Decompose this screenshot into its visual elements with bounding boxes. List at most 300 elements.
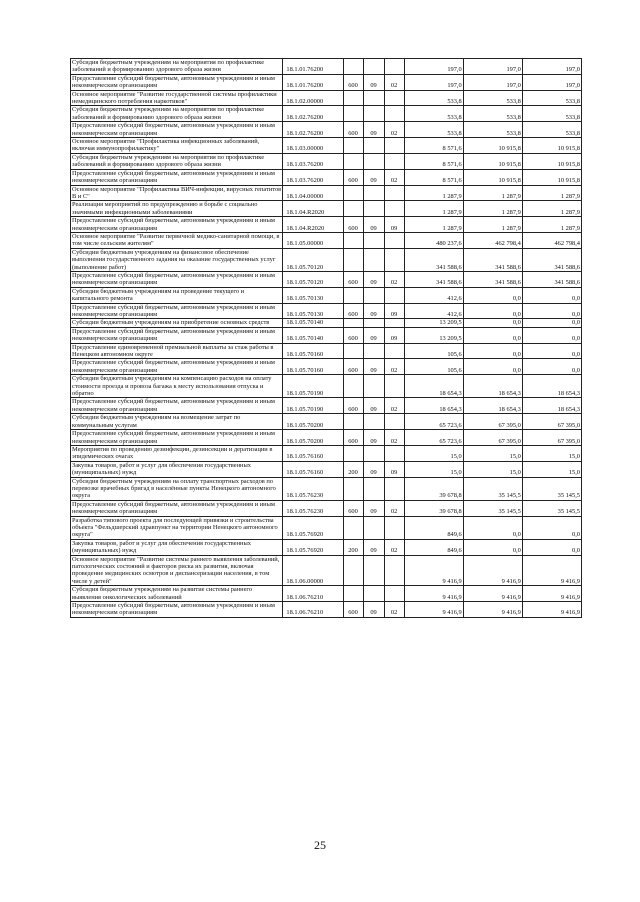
row-value-3: 1 287,9 <box>522 201 581 217</box>
row-rz: 09 <box>363 430 384 446</box>
row-value-2: 533,8 <box>463 106 522 122</box>
row-vr <box>343 106 363 122</box>
row-rz <box>363 516 384 539</box>
row-pr <box>384 319 404 327</box>
row-name: Предоставление субсидий бюджетным, автономным учреждениям и иным некоммерческим организациям <box>71 359 283 375</box>
row-value-3: 533,8 <box>522 122 581 138</box>
row-rz <box>363 138 384 154</box>
row-value-3: 10 915,8 <box>522 169 581 185</box>
row-rz <box>363 248 384 271</box>
row-vr <box>343 555 363 586</box>
row-value-2: 9 416,9 <box>463 555 522 586</box>
row-vr <box>343 138 363 154</box>
row-pr: 09 <box>384 217 404 233</box>
row-value-1: 849,6 <box>404 516 463 539</box>
row-code: 18.1.06.00000 <box>283 555 343 586</box>
table-row <box>71 271 582 287</box>
row-vr <box>343 414 363 430</box>
row-code: 18.1.06.76210 <box>283 586 343 602</box>
row-rz: 09 <box>363 217 384 233</box>
table-row <box>71 602 582 618</box>
row-value-2: 9 416,9 <box>463 586 522 602</box>
row-pr: 02 <box>384 539 404 555</box>
row-rz: 09 <box>363 602 384 618</box>
row-value-2: 1 287,9 <box>463 201 522 217</box>
row-rz <box>363 319 384 327</box>
row-value-3: 0,0 <box>522 516 581 539</box>
row-rz: 09 <box>363 122 384 138</box>
row-value-1: 9 416,9 <box>404 555 463 586</box>
row-vr <box>343 445 363 461</box>
row-pr <box>384 375 404 398</box>
row-value-1: 197,0 <box>404 74 463 90</box>
table-row <box>71 586 582 602</box>
row-rz <box>363 106 384 122</box>
row-name: Реализация мероприятий по предупреждению и борьбе с социально значимыми инфекционными заболеваниями <box>71 201 283 217</box>
row-name: Субсидии бюджетным учреждениям на проведение текущего и капитального ремонта <box>71 287 283 303</box>
row-name: Закупка товаров, работ и услуг для обеспечения государственных (муниципальных) нужд <box>71 539 283 555</box>
row-value-1: 8 571,6 <box>404 153 463 169</box>
row-value-3: 197,0 <box>522 74 581 90</box>
row-value-3: 35 145,5 <box>522 477 581 500</box>
row-vr <box>343 185 363 201</box>
row-value-2: 533,8 <box>463 122 522 138</box>
row-pr: 02 <box>384 122 404 138</box>
row-vr <box>343 319 363 327</box>
row-value-1: 9 416,9 <box>404 602 463 618</box>
row-value-3: 197,0 <box>522 59 581 75</box>
row-rz <box>363 343 384 359</box>
row-rz <box>363 153 384 169</box>
row-pr: 02 <box>384 359 404 375</box>
row-vr: 200 <box>343 461 363 477</box>
row-value-2: 67 395,0 <box>463 430 522 446</box>
row-rz: 09 <box>363 271 384 287</box>
row-pr <box>384 185 404 201</box>
table-row <box>71 516 582 539</box>
row-value-2: 15,0 <box>463 445 522 461</box>
table-row <box>71 59 582 75</box>
row-code: 18.1.05.70130 <box>283 287 343 303</box>
row-value-1: 39 678,8 <box>404 477 463 500</box>
row-pr: 02 <box>384 271 404 287</box>
row-name: Основное мероприятие "Профилактика инфекционных заболеваний, включая иммунопрофилактику" <box>71 138 283 154</box>
row-vr: 600 <box>343 74 363 90</box>
row-value-1: 533,8 <box>404 106 463 122</box>
row-value-1: 13 209,5 <box>404 327 463 343</box>
row-code: 18.1.02.76200 <box>283 106 343 122</box>
row-pr: 02 <box>384 602 404 618</box>
table-row <box>71 555 582 586</box>
row-value-1: 105,6 <box>404 343 463 359</box>
row-pr <box>384 477 404 500</box>
row-rz: 09 <box>363 359 384 375</box>
row-vr: 600 <box>343 122 363 138</box>
row-rz <box>363 555 384 586</box>
row-vr <box>343 248 363 271</box>
row-code: 18.1.04.00000 <box>283 185 343 201</box>
table-row <box>71 122 582 138</box>
row-value-3: 0,0 <box>522 539 581 555</box>
row-value-1: 480 237,6 <box>404 232 463 248</box>
row-name: Предоставление субсидий бюджетным, автономным учреждениям и иным некоммерческим организациям <box>71 327 283 343</box>
row-code: 18.1.05.70130 <box>283 303 343 319</box>
row-name: Субсидия бюджетным учреждениям на развитие системы раннего выявления онкологических заболеваний <box>71 586 283 602</box>
row-value-3: 10 915,8 <box>522 153 581 169</box>
row-value-1: 412,6 <box>404 303 463 319</box>
row-rz: 09 <box>363 303 384 319</box>
row-code: 18.1.01.76200 <box>283 74 343 90</box>
row-code: 18.1.03.00000 <box>283 138 343 154</box>
row-pr: 09 <box>384 327 404 343</box>
row-name: Предоставление субсидий бюджетным, автономным учреждениям и иным некоммерческим организациям <box>71 74 283 90</box>
row-pr: 09 <box>384 303 404 319</box>
row-name: Предоставление субсидий бюджетным, автономным учреждениям и иным некоммерческим организациям <box>71 169 283 185</box>
row-value-2: 0,0 <box>463 539 522 555</box>
row-vr <box>343 477 363 500</box>
row-vr <box>343 201 363 217</box>
row-vr <box>343 287 363 303</box>
row-value-3: 35 145,5 <box>522 500 581 516</box>
table-row <box>71 90 582 106</box>
table-row <box>71 106 582 122</box>
row-pr <box>384 138 404 154</box>
row-pr <box>384 555 404 586</box>
budget-table-sheet <box>70 58 582 618</box>
row-pr: 02 <box>384 74 404 90</box>
table-body <box>71 59 582 618</box>
row-value-3: 0,0 <box>522 319 581 327</box>
table-row <box>71 201 582 217</box>
row-value-1: 849,6 <box>404 539 463 555</box>
row-name: Предоставление единовременной премиальной выплаты за стаж работы в Ненецком автономном округе <box>71 343 283 359</box>
row-value-1: 9 416,9 <box>404 586 463 602</box>
row-rz: 09 <box>363 327 384 343</box>
row-vr <box>343 375 363 398</box>
row-rz <box>363 287 384 303</box>
row-vr: 600 <box>343 398 363 414</box>
table-row <box>71 445 582 461</box>
table-row <box>71 327 582 343</box>
row-vr <box>343 232 363 248</box>
row-value-3: 15,0 <box>522 445 581 461</box>
row-vr <box>343 59 363 75</box>
row-pr <box>384 445 404 461</box>
row-value-1: 65 723,6 <box>404 430 463 446</box>
row-name: Субсидии бюджетным учреждениям на компенсацию расходов на оплату стоимости проезда и провоза багажа к месту использования отпуска и обратно <box>71 375 283 398</box>
row-value-3: 9 416,9 <box>522 586 581 602</box>
row-vr: 600 <box>343 169 363 185</box>
row-name: Основное мероприятие "Развитие системы раннего выявления заболеваний, патологических состояний и факторов риска их развития, включая проведение медицинских осмотров и диспансеризации населения, в том числе у детей" <box>71 555 283 586</box>
row-vr: 600 <box>343 327 363 343</box>
row-value-3: 0,0 <box>522 343 581 359</box>
row-code: 18.1.05.76160 <box>283 445 343 461</box>
row-value-2: 0,0 <box>463 287 522 303</box>
table-row <box>71 169 582 185</box>
row-rz: 09 <box>363 539 384 555</box>
row-rz: 09 <box>363 500 384 516</box>
row-name: Субсидии бюджетным учреждениям на финансовое обеспечение выполнения государственного задания на оказание государственных услуг (выполнение работ) <box>71 248 283 271</box>
row-value-3: 9 416,9 <box>522 555 581 586</box>
table-row <box>71 153 582 169</box>
row-rz: 09 <box>363 461 384 477</box>
table-row <box>71 539 582 555</box>
row-value-1: 8 571,6 <box>404 169 463 185</box>
row-value-2: 0,0 <box>463 327 522 343</box>
row-name: Предоставление субсидий бюджетным, автономным учреждениям и иным некоммерческим организациям <box>71 122 283 138</box>
row-value-1: 341 588,6 <box>404 248 463 271</box>
row-name: Субсидии бюджетным учреждениям на приобретение основных средств <box>71 319 283 327</box>
row-name: Субсидии бюджетным учреждениям на возмещение затрат по коммунальным услугам <box>71 414 283 430</box>
row-name: Предоставление субсидий бюджетным, автономным учреждениям и иным некоммерческим организациям <box>71 303 283 319</box>
budget-table <box>70 58 582 618</box>
row-name: Субсидия бюджетным учреждениям на оплату транспортных расходов по перевозке врачебных бригад в населённые пункты Ненецкого автономного округа <box>71 477 283 500</box>
row-code: 18.1.05.70140 <box>283 319 343 327</box>
row-value-3: 533,8 <box>522 90 581 106</box>
row-name: Основное мероприятие "Развитие первичной медико-санитарной помощи, в том числе сельским жителям" <box>71 232 283 248</box>
row-code: 18.1.06.76210 <box>283 602 343 618</box>
row-rz <box>363 59 384 75</box>
row-rz <box>363 414 384 430</box>
row-pr <box>384 232 404 248</box>
row-value-3: 533,8 <box>522 106 581 122</box>
row-code: 18.1.03.76200 <box>283 153 343 169</box>
row-name: Предоставление субсидий бюджетным, автономным учреждениям и иным некоммерческим организациям <box>71 271 283 287</box>
table-row <box>71 500 582 516</box>
row-code: 18.1.05.00000 <box>283 232 343 248</box>
row-value-3: 67 395,0 <box>522 430 581 446</box>
row-value-1: 197,0 <box>404 59 463 75</box>
row-name: Основное мероприятие "Развитие государственной системы профилактики немедицинского потребления наркотиков" <box>71 90 283 106</box>
row-rz <box>363 232 384 248</box>
table-row <box>71 414 582 430</box>
row-rz <box>363 90 384 106</box>
table-row <box>71 248 582 271</box>
row-rz: 09 <box>363 74 384 90</box>
row-code: 18.1.05.70190 <box>283 398 343 414</box>
row-code: 18.1.05.76160 <box>283 461 343 477</box>
row-vr: 600 <box>343 271 363 287</box>
table-row <box>71 232 582 248</box>
row-value-2: 0,0 <box>463 319 522 327</box>
row-vr: 200 <box>343 539 363 555</box>
row-value-3: 0,0 <box>522 327 581 343</box>
row-value-1: 8 571,6 <box>404 138 463 154</box>
row-value-2: 35 145,5 <box>463 500 522 516</box>
row-pr <box>384 287 404 303</box>
row-code: 18.1.05.70200 <box>283 414 343 430</box>
row-vr <box>343 90 363 106</box>
row-value-1: 533,8 <box>404 122 463 138</box>
row-value-3: 341 588,6 <box>522 248 581 271</box>
row-pr: 02 <box>384 169 404 185</box>
table-row <box>71 303 582 319</box>
row-name: Основное мероприятие "Профилактика ВИЧ-инфекции, вирусных гепатитов В и С" <box>72 185 282 200</box>
row-rz <box>363 201 384 217</box>
row-pr: 02 <box>384 398 404 414</box>
row-value-1: 18 654,3 <box>404 398 463 414</box>
row-pr <box>384 90 404 106</box>
row-value-3: 0,0 <box>522 303 581 319</box>
row-value-3: 0,0 <box>522 359 581 375</box>
row-vr: 600 <box>343 500 363 516</box>
row-value-2: 0,0 <box>463 359 522 375</box>
row-code: 18.1.04.R2020 <box>283 201 343 217</box>
row-value-1: 1 287,9 <box>404 217 463 233</box>
row-name: Субсидия бюджетным учреждениям на мероприятия по профилактике заболеваний и формированию здорового образа жизни <box>71 59 283 75</box>
row-code: 18.1.05.76920 <box>283 539 343 555</box>
table-row <box>71 430 582 446</box>
row-value-2: 533,8 <box>463 90 522 106</box>
table-row <box>71 343 582 359</box>
row-code: 18.1.05.76230 <box>283 500 343 516</box>
row-value-3: 15,0 <box>522 461 581 477</box>
table-row <box>71 477 582 500</box>
row-value-1: 341 588,6 <box>404 271 463 287</box>
row-pr: 02 <box>384 500 404 516</box>
row-value-2: 462 798,4 <box>463 232 522 248</box>
table-row <box>71 375 582 398</box>
row-value-3: 67 395,0 <box>522 414 581 430</box>
row-pr <box>384 516 404 539</box>
row-code: 18.1.01.76200 <box>283 59 343 75</box>
row-value-1: 65 723,6 <box>404 414 463 430</box>
row-value-2: 341 588,6 <box>463 271 522 287</box>
row-name: Субсидия бюджетным учреждениям на мероприятия по профилактике заболеваний и формированию здорового образа жизни <box>71 106 283 122</box>
row-name: Предоставление субсидий бюджетным, автономным учреждениям и иным некоммерческим организациям <box>71 602 283 618</box>
row-code: 18.1.05.70190 <box>283 375 343 398</box>
row-value-1: 533,8 <box>404 90 463 106</box>
row-value-1: 39 678,8 <box>404 500 463 516</box>
row-value-2: 197,0 <box>463 59 522 75</box>
row-rz <box>363 445 384 461</box>
row-pr <box>384 59 404 75</box>
row-value-2: 10 915,8 <box>463 153 522 169</box>
row-code: 18.1.05.76920 <box>283 516 343 539</box>
row-vr <box>343 153 363 169</box>
row-value-1: 15,0 <box>404 461 463 477</box>
row-value-2: 35 145,5 <box>463 477 522 500</box>
row-code: 18.1.05.70160 <box>283 343 343 359</box>
row-value-2: 10 915,8 <box>463 169 522 185</box>
row-rz <box>363 375 384 398</box>
row-vr: 600 <box>343 430 363 446</box>
row-value-3: 10 915,8 <box>522 138 581 154</box>
row-value-1: 1 287,9 <box>404 185 463 201</box>
row-code: 18.1.03.76200 <box>283 169 343 185</box>
row-value-3: 9 416,9 <box>522 602 581 618</box>
table-row <box>71 398 582 414</box>
row-vr: 600 <box>343 602 363 618</box>
row-value-2: 0,0 <box>463 343 522 359</box>
row-pr <box>384 201 404 217</box>
row-value-1: 412,6 <box>404 287 463 303</box>
row-code: 18.1.05.70160 <box>283 359 343 375</box>
row-value-3: 18 654,3 <box>522 398 581 414</box>
row-vr <box>343 586 363 602</box>
row-code: 18.1.05.70120 <box>283 248 343 271</box>
row-name: Закупка товаров, работ и услуг для обеспечения государственных (муниципальных) нужд <box>71 461 283 477</box>
row-rz: 09 <box>363 398 384 414</box>
row-code: 18.1.05.70120 <box>283 271 343 287</box>
row-name: Предоставление субсидий бюджетным, автономным учреждениям и иным некоммерческим организациям <box>71 500 283 516</box>
table-row <box>71 138 582 154</box>
row-pr <box>384 153 404 169</box>
row-value-2: 18 654,3 <box>463 375 522 398</box>
page-number: 25 <box>314 838 326 852</box>
row-code: 18.1.05.70200 <box>283 430 343 446</box>
table-row <box>71 74 582 90</box>
row-value-2: 0,0 <box>463 303 522 319</box>
row-name: Субсидия бюджетным учреждениям на мероприятия по профилактике заболеваний и формированию здорового образа жизни <box>71 153 283 169</box>
row-value-2: 0,0 <box>463 516 522 539</box>
row-pr <box>384 343 404 359</box>
table-row <box>71 319 582 327</box>
row-pr: 09 <box>384 461 404 477</box>
row-rz <box>363 586 384 602</box>
row-pr: 02 <box>384 430 404 446</box>
row-value-2: 197,0 <box>463 74 522 90</box>
row-value-2: 1 287,9 <box>463 217 522 233</box>
table-row <box>71 185 582 201</box>
row-value-3: 1 287,9 <box>522 185 581 201</box>
row-value-3: 462 798,4 <box>522 232 581 248</box>
row-value-3: 1 287,9 <box>522 217 581 233</box>
row-name: Мероприятия по проведению дезинфекции, дезинсекции и дератизации в эпидемических очагах <box>71 445 283 461</box>
row-value-1: 18 654,3 <box>404 375 463 398</box>
row-pr <box>384 248 404 271</box>
row-vr: 600 <box>343 359 363 375</box>
row-code: 18.1.05.76230 <box>283 477 343 500</box>
row-value-3: 341 588,6 <box>522 271 581 287</box>
row-pr <box>384 414 404 430</box>
row-vr: 600 <box>343 303 363 319</box>
row-value-2: 1 287,9 <box>463 185 522 201</box>
row-name: Предоставление субсидий бюджетным, автономным учреждениям и иным некоммерческим организациям <box>71 217 283 233</box>
row-code: 18.1.04.R2020 <box>283 217 343 233</box>
row-value-2: 341 588,6 <box>463 248 522 271</box>
row-name: Разработка типового проекта для последующей привязки и строительства объекта "Фельдшерский здравпункт на территории Ненецкого автономного округа" <box>71 516 283 539</box>
table-row <box>71 461 582 477</box>
row-pr <box>384 586 404 602</box>
row-vr <box>343 516 363 539</box>
row-vr: 600 <box>343 217 363 233</box>
row-code: 18.1.05.70140 <box>283 327 343 343</box>
table-row <box>71 359 582 375</box>
row-value-2: 67 395,0 <box>463 414 522 430</box>
row-pr <box>384 106 404 122</box>
row-value-1: 13 209,5 <box>404 319 463 327</box>
row-value-2: 9 416,9 <box>463 602 522 618</box>
table-row <box>71 287 582 303</box>
table-row <box>71 217 582 233</box>
row-value-2: 15,0 <box>463 461 522 477</box>
row-rz: 09 <box>363 169 384 185</box>
row-value-1: 105,6 <box>404 359 463 375</box>
row-value-1: 15,0 <box>404 445 463 461</box>
row-name: Предоставление субсидий бюджетным, автономным учреждениям и иным некоммерческим организациям <box>71 398 283 414</box>
row-rz <box>363 185 384 201</box>
row-name: Предоставление субсидий бюджетным, автономным учреждениям и иным некоммерческим организациям <box>71 430 283 446</box>
row-value-2: 18 654,3 <box>463 398 522 414</box>
row-value-1: 1 287,9 <box>404 201 463 217</box>
row-code: 18.1.02.00000 <box>283 90 343 106</box>
row-value-2: 10 915,8 <box>463 138 522 154</box>
row-value-3: 0,0 <box>522 287 581 303</box>
row-vr <box>343 343 363 359</box>
row-code: 18.1.02.76200 <box>283 122 343 138</box>
row-value-3: 18 654,3 <box>522 375 581 398</box>
